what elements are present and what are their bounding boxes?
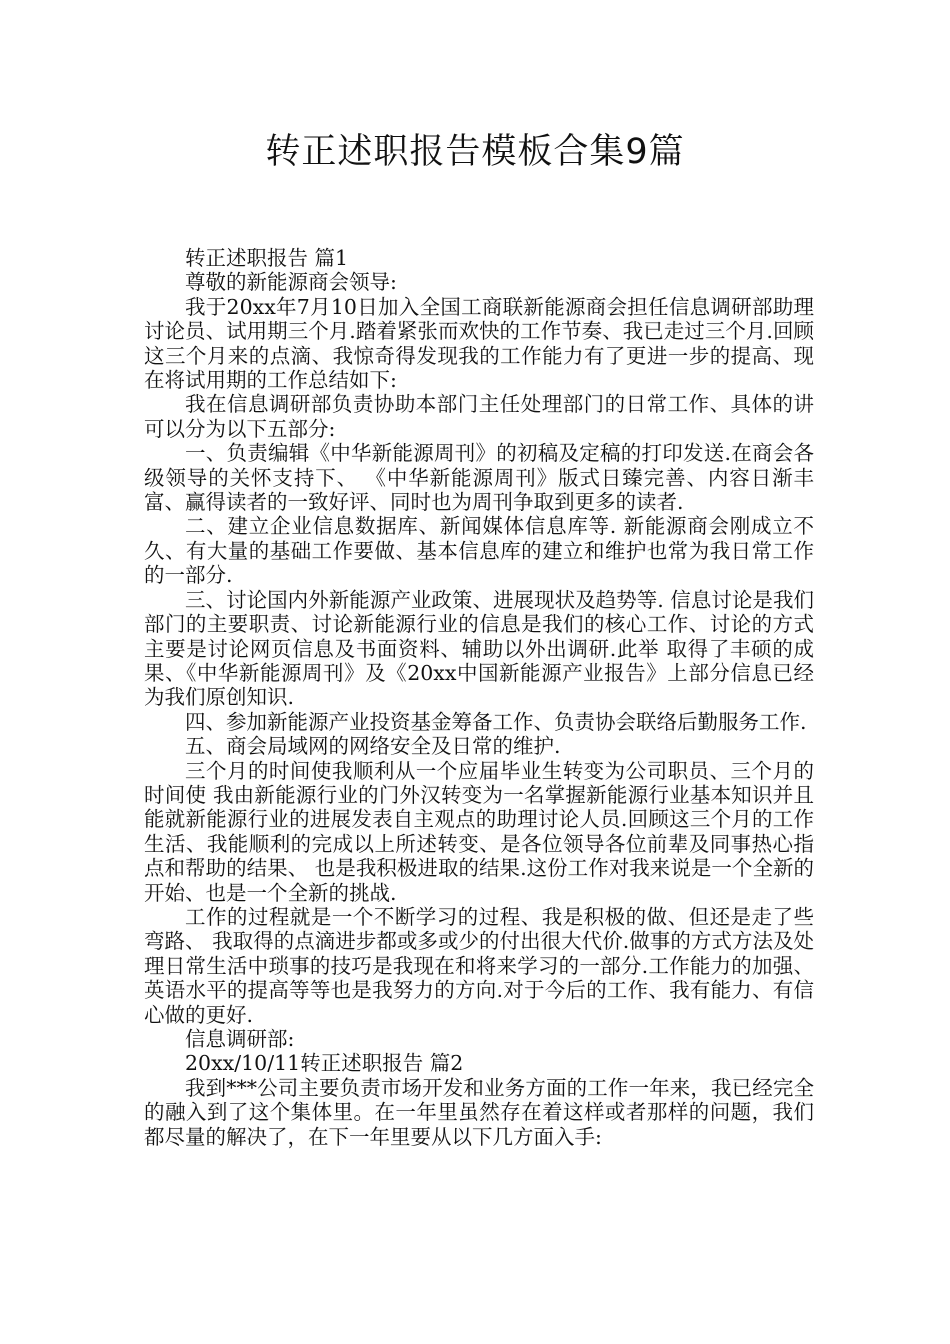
- paragraph: 五、商会局域网的网络安全及日常的维护.: [185, 734, 561, 759]
- paragraph: 我在信息调研部负责协助本部门主任处理部门的日常工作、具体的讲可以分为以下五部分:: [144, 392, 814, 441]
- paragraph: 二、建立企业信息数据库、新闻媒体信息库等. 新能源商会刚成立不久、有大量的基础工作要做、基本信息库的建立和维护也常为我日常工作的一部分.: [144, 514, 814, 588]
- paragraph: 我到***公司主要负责市场开发和业务方面的工作一年来，我已经完全的融入到了这个集体里。在一年里虽然存在着这样或者那样的问题，我们都尽量的解决了，在下一年里要从以下几方面入手:: [144, 1075, 814, 1149]
- document-body: [144, 246, 814, 1149]
- paragraph: 我于20xx年7月10日加入全国工商联新能源商会担任信息调研部助理讨论员、试用期三个月.踏着紧张而欢快的工作节奏、我已走过三个月.回顾这三个月来的点滴、我惊奇得发现我的工作能力有了更进一步的提高、现在将试用期的工作总结如下:: [144, 294, 814, 393]
- signature-line: 信息调研部:: [185, 1027, 295, 1051]
- document-title: 转正述职报告模板合集9篇: [265, 132, 685, 172]
- paragraph: 工作的过程就是一个不断学习的过程、我是积极的做、但还是走了些弯路、 我取得的点滴进步都或多或少的付出很大代价.做事的方式方法及处理日常生活中琐事的技巧是我现在和将来学习的一部分.工作能力的加强、英语水平的提高等等也是我努力的方向.对于今后的工作、我有能力、有信心做的更好.: [144, 904, 814, 1027]
- paragraph: 一、负责编辑《中华新能源周刊》的初稿及定稿的打印发送.在商会各级领导的关怀支持下、 《中华新能源周刊》版式日臻完善、内容日渐丰富、赢得读者的一致好评、同时也为周刊争取到更多的读者.: [144, 441, 814, 515]
- paragraph: 三个月的时间使我顺利从一个应届毕业生转变为公司职员、三个月的时间使 我由新能源行业的门外汉转变为一名掌握新能源行业基本知识并且能就新能源行业的进展发表自主观点的助理讨论人员.回顾这三个月的工作生活、我能顺利的完成以上所述转变、是各位领导各位前辈及同事热心指点和帮助的结果、 也是我积极进取的结果.这份工作对我来说是一个全新的开始、也是一个全新的挑战.: [144, 758, 814, 905]
- paragraph: 三、讨论国内外新能源产业政策、进展现状及趋势等. 信息讨论是我们部门的主要职责、讨论新能源行业的信息是我们的核心工作、讨论的方式主要是讨论网页信息及书面资料、辅助以外出调研.此举 取得了丰硕的成果、《中华新能源周刊》及《20xx中国新能源产业报告》上部分信息已经为我们原创知识.: [144, 587, 814, 710]
- salutation: 尊敬的新能源商会领导:: [185, 270, 397, 295]
- section-heading-2: 20xx/10/11转正述职报告 篇2: [185, 1051, 464, 1076]
- section-heading-1: 转正述职报告 篇1: [185, 246, 349, 270]
- paragraph: 四、参加新能源产业投资基金筹备工作、负责协会联络后勤服务工作.: [185, 709, 807, 734]
